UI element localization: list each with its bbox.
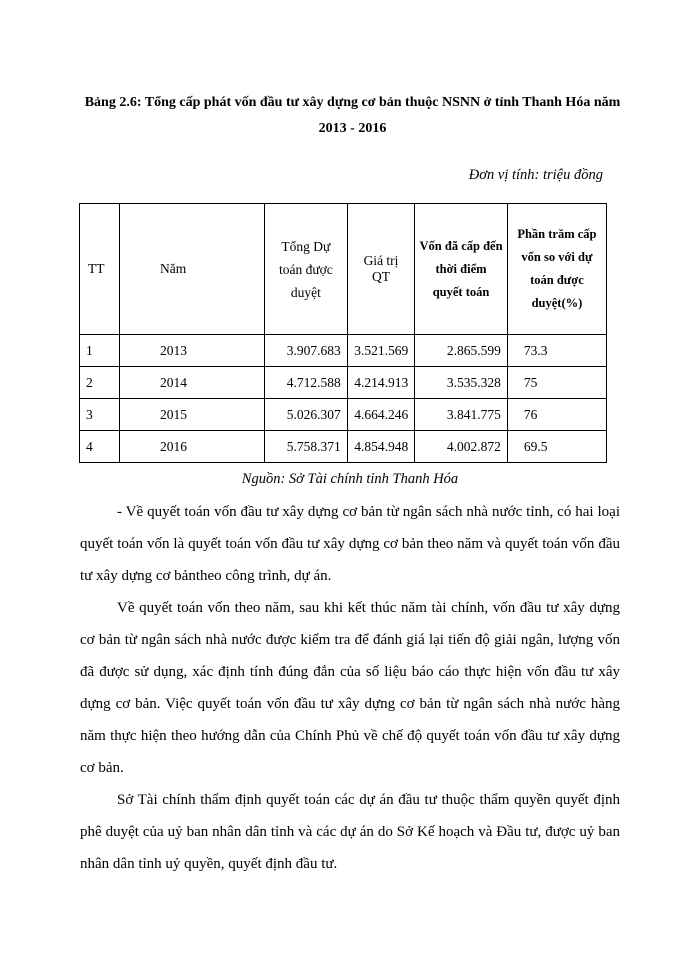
capital-allocation-table <box>79 203 607 463</box>
cell-budget: 3.907.683 <box>265 335 348 367</box>
source-note: Nguồn: Sở Tài chính tỉnh Thanh Hóa <box>241 471 459 487</box>
cell-allocated: 3.841.775 <box>415 399 508 431</box>
cell-percent: 75 <box>507 367 606 399</box>
table-row <box>80 399 607 431</box>
paragraph: - Về quyết toán vốn đầu tư xây dựng cơ bản từ ngân sách nhà nước tỉnh, có hai loại quyết toán vốn là quyết toán vốn đầu tư xây dựng cơ bản theo năm và quyết toán vốn đầu tư xây dựng cơ bảntheo công trình, dự án. <box>80 504 620 584</box>
table-row <box>80 335 607 367</box>
paragraph: Sở Tài chính thẩm định quyết toán các dự án đầu tư thuộc thẩm quyền quyết định phê duyệt của uỷ ban nhân dân tỉnh và các dự án do Sở Kế hoạch và Đầu tư, được uỷ ban nhân dân tỉnh uỷ quyền, quyết định đầu tư. <box>80 792 620 872</box>
cell-qt: 4.214.913 <box>347 367 414 399</box>
cell-qt: 4.664.246 <box>347 399 414 431</box>
header-allocated: Vốn đã cấp đến thời điểm quyết toán <box>415 204 508 335</box>
header-year: Năm <box>120 204 265 335</box>
header-budget: Tổng Dự toán được duyệt <box>265 204 348 335</box>
header-tt: TT <box>80 204 120 335</box>
cell-tt: 2 <box>80 367 120 399</box>
cell-budget: 5.026.307 <box>265 399 348 431</box>
cell-tt: 3 <box>80 399 120 431</box>
cell-percent: 76 <box>507 399 606 431</box>
cell-percent: 69.5 <box>507 431 606 463</box>
cell-tt: 1 <box>80 335 120 367</box>
cell-year: 2016 <box>120 431 265 463</box>
cell-allocated: 4.002.872 <box>415 431 508 463</box>
header-qt: Giá trị QT <box>347 204 414 335</box>
cell-year: 2014 <box>120 367 265 399</box>
cell-tt: 4 <box>80 431 120 463</box>
cell-budget: 5.758.371 <box>265 431 348 463</box>
table-row <box>80 367 607 399</box>
cell-year: 2013 <box>120 335 265 367</box>
caption-line-1: Bảng 2.6: Tổng cấp phát vốn đầu tư xây dựng cơ bản thuộc NSNN ở tỉnh Thanh Hóa năm <box>84 95 621 110</box>
cell-allocated: 2.865.599 <box>415 335 508 367</box>
paragraph: Về quyết toán vốn theo năm, sau khi kết thúc năm tài chính, vốn đầu tư xây dựng cơ bản từ ngân sách nhà nước được kiểm tra để đánh giá lại tiến độ giải ngân, lượng vốn đã được sử dụng, xác định tính đúng đắn của số liệu báo cáo thực hiện vốn đầu tư xây dựng cơ bản. Việc quyết toán vốn đầu tư xây dựng cơ bản từ ngân sách nhà nước hàng năm thực hiện theo hướng dẫn của Chính Phủ về chế độ quyết toán vốn đầu tư xây dựng cơ bản. <box>80 600 620 776</box>
cell-allocated: 3.535.328 <box>415 367 508 399</box>
table-row <box>80 431 607 463</box>
body-text <box>80 496 620 880</box>
cell-qt: 3.521.569 <box>347 335 414 367</box>
cell-percent: 73.3 <box>507 335 606 367</box>
cell-qt: 4.854.948 <box>347 431 414 463</box>
cell-year: 2015 <box>120 399 265 431</box>
header-percent: Phần trăm cấp vốn so với dự toán được duyệt(%) <box>507 204 606 335</box>
caption-line-2: 2013 - 2016 <box>318 121 387 136</box>
table-caption <box>80 90 625 142</box>
table-header-row <box>80 204 607 335</box>
unit-note: Đơn vị tính: triệu đồng <box>468 167 603 183</box>
cell-budget: 4.712.588 <box>265 367 348 399</box>
